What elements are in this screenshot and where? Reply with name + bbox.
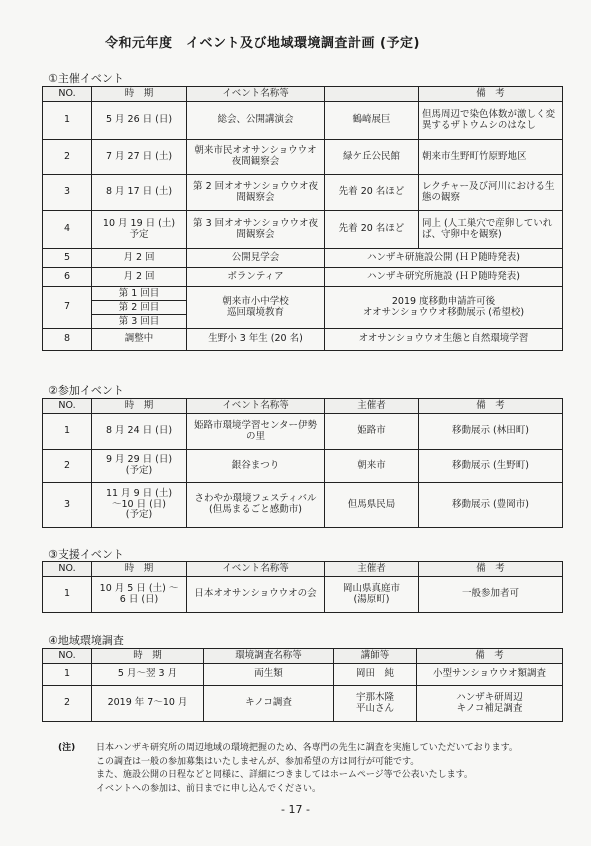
row-note-line: キノコ補足調査 — [456, 702, 523, 714]
row-note-line: 2019 度移動申請許可後 — [391, 295, 496, 307]
row-date: 月 2 回 — [92, 268, 187, 287]
row-place: 先着 20 名ほど — [325, 175, 419, 211]
row-no: 2 — [43, 140, 92, 175]
row-note: ハンザキ研施設公開 (ＨＰ随時発表) — [325, 249, 563, 268]
hosted-events-table — [42, 86, 563, 351]
row-date — [92, 287, 187, 329]
note-line: この調査は一般の参加募集はいたしませんが、参加希望の方は同行が可能です。 — [96, 756, 420, 767]
row-date: 8 月 24 日 (日) — [92, 414, 187, 450]
col-header-no: NO. — [43, 87, 92, 102]
col-header-date: 時 期 — [92, 399, 187, 414]
row-date: 調整中 — [92, 329, 187, 351]
row-note: 同上 (人工巣穴で産卵していれば、守卵中を観察) — [419, 211, 563, 249]
row-survey: キノコ調査 — [204, 686, 334, 722]
row-date-line: 第 3 回目 — [118, 316, 160, 327]
row-event: 銀谷まつり — [187, 450, 325, 483]
row-note — [417, 686, 563, 722]
row-note: 移動展示 (林田町) — [419, 414, 563, 450]
row-event: 第 2 回オオサンショウウオ夜間観察会 — [187, 175, 325, 211]
row-place: 先着 20 名ほど — [325, 211, 419, 249]
support-events-table — [42, 561, 563, 613]
row-date-line: 〜10 日 (日) — [111, 498, 167, 510]
row-no: 8 — [43, 329, 92, 351]
table-row — [43, 450, 563, 483]
col-header-note: 備 考 — [419, 562, 563, 577]
table-row — [43, 287, 563, 329]
row-date-line: (予定) — [125, 465, 153, 476]
row-date-line: 第 2 回目 — [92, 301, 186, 315]
table-header-row — [43, 649, 563, 664]
col-header-survey: 環境調査名称等 — [204, 649, 334, 664]
row-no: 4 — [43, 211, 92, 249]
col-header-host: 主催者 — [325, 399, 419, 414]
row-host-line: 岡山県真庭市 — [342, 582, 400, 594]
table-row — [43, 686, 563, 722]
row-note-line: ハンザキ研周辺 — [456, 691, 523, 703]
row-note-line: オオサンショウウオ移動展示 (希望校) — [362, 306, 525, 318]
row-date-line: 予定 — [129, 228, 149, 240]
table-row — [43, 329, 563, 351]
row-no: 1 — [43, 414, 92, 450]
row-host: 但馬県民局 — [325, 483, 419, 528]
row-date: 2019 年 7〜10 月 — [92, 686, 204, 722]
row-event: さわやか環境フェスティバル (但馬まるごと感動市) — [187, 483, 325, 528]
section-heading-participating: ②参加イベント — [48, 384, 124, 397]
col-header-event: イベント名称等 — [187, 562, 325, 577]
table-header-row — [43, 562, 563, 577]
row-lecturer — [334, 686, 417, 722]
col-header-lecturer: 講師等 — [334, 649, 417, 664]
row-host-line: (湯原町) — [353, 593, 390, 605]
row-event: ボランティア — [187, 268, 325, 287]
row-note: 朝来市生野町竹原野地区 — [419, 140, 563, 175]
row-date-line: 11 月 9 日 (土) — [105, 487, 173, 499]
row-event: 総会、公開講演会 — [187, 102, 325, 140]
row-lecturer: 岡田 純 — [334, 664, 417, 686]
col-header-note: 備 考 — [417, 649, 563, 664]
row-no: 7 — [43, 287, 92, 329]
notes-label: (注) — [58, 743, 76, 753]
table-row — [43, 175, 563, 211]
row-place: 緑ケ丘公民館 — [325, 140, 419, 175]
row-no: 1 — [43, 664, 92, 686]
row-place: 鶴崎展巨 — [325, 102, 419, 140]
row-date: 5 月〜翌 3 月 — [92, 664, 204, 686]
note-line: イベントへの参加は、前日までに申し込んでください。 — [96, 783, 322, 794]
row-date-line: 9 月 29 日 (日) — [105, 454, 173, 466]
table-row — [43, 577, 563, 613]
col-header-note: 備 考 — [419, 399, 563, 414]
col-header-event: イベント名称等 — [187, 87, 325, 102]
row-no: 2 — [43, 686, 92, 722]
col-header-note: 備 考 — [419, 87, 563, 102]
row-no: 2 — [43, 450, 92, 483]
notes-lines — [96, 742, 591, 796]
table-row — [43, 102, 563, 140]
row-date — [92, 483, 187, 528]
row-note: 但馬周辺で染色体数が激しく変異するザトウムシのはなし — [419, 102, 563, 140]
table-row — [43, 211, 563, 249]
col-header-no: NO. — [43, 562, 92, 577]
col-header-event: イベント名称等 — [187, 399, 325, 414]
section-heading-hosted: ①主催イベント — [48, 72, 124, 85]
table-row — [43, 664, 563, 686]
note-line: 日本ハンザキ研究所の周辺地域の環境把握のため、各専門の先生に調査を実施していただいております。 — [96, 743, 518, 753]
table-row — [43, 249, 563, 268]
col-header-no: NO. — [43, 399, 92, 414]
row-date — [92, 577, 187, 613]
row-date-line: 6 日 (日) — [119, 593, 159, 605]
row-date: 7 月 27 日 (土) — [92, 140, 187, 175]
table-row — [43, 414, 563, 450]
row-date: 5 月 26 日 (日) — [92, 102, 187, 140]
row-note: 移動展示 (豊岡市) — [419, 483, 563, 528]
row-note: 移動展示 (生野町) — [419, 450, 563, 483]
table-row — [43, 483, 563, 528]
survey-table — [42, 648, 563, 722]
row-note: 一般参加者可 — [419, 577, 563, 613]
row-event: 日本オオサンショウウオの会 — [187, 577, 325, 613]
row-no: 1 — [43, 577, 92, 613]
row-note: 小型サンショウウオ類調査 — [417, 664, 563, 686]
row-event — [187, 287, 325, 329]
row-no: 6 — [43, 268, 92, 287]
row-host: 朝来市 — [325, 450, 419, 483]
row-date: 8 月 17 日 (土) — [92, 175, 187, 211]
row-date-line: 第 1 回目 — [92, 287, 186, 301]
section-heading-survey: ④地域環境調査 — [48, 634, 124, 647]
row-lecturer-line: 宇那木隆 — [355, 691, 394, 703]
row-event: 姫路市環境学習センター伊勢の里 — [187, 414, 325, 450]
table-row — [43, 140, 563, 175]
col-header-date: 時 期 — [92, 562, 187, 577]
row-no: 3 — [43, 483, 92, 528]
row-note: オオサンショウウオ生態と自然環境学習 — [325, 329, 563, 351]
col-header-date: 時 期 — [92, 649, 204, 664]
row-no: 3 — [43, 175, 92, 211]
row-event-line: 朝来市小中学校 — [222, 295, 289, 307]
row-date-line: 10 月 19 日 (土) — [102, 217, 176, 229]
participating-events-table — [42, 398, 563, 528]
section-heading-support: ③支援イベント — [48, 548, 124, 561]
row-host — [325, 577, 419, 613]
row-event-line: 巡回環境教育 — [226, 306, 284, 318]
row-date — [92, 450, 187, 483]
table-header-row — [43, 87, 563, 102]
row-survey: 両生類 — [204, 664, 334, 686]
row-host: 姫路市 — [325, 414, 419, 450]
col-header-host: 主催者 — [325, 562, 419, 577]
col-header-date: 時 期 — [92, 87, 187, 102]
row-event: 朝来市民オオサンショウウオ夜間観察会 — [187, 140, 325, 175]
row-date-line: (予定) — [125, 509, 153, 521]
page-number: - 17 - — [281, 803, 310, 816]
row-date — [92, 211, 187, 249]
row-event: 公開見学会 — [187, 249, 325, 268]
row-no: 1 — [43, 102, 92, 140]
row-lecturer-line: 平山さん — [355, 702, 394, 714]
col-header-no: NO. — [43, 649, 92, 664]
row-note: レクチャー及び河川における生態の観察 — [419, 175, 563, 211]
page-title: 令和元年度 イベント及び地域環境調査計画 (予定) — [105, 36, 420, 51]
row-no: 5 — [43, 249, 92, 268]
row-note: ハンザキ研究所施設 (ＨＰ随時発表) — [325, 268, 563, 287]
note-line: また、施設公開の日程などと同様に、詳細につきましてはホームページ等で公表いたします。 — [96, 770, 473, 780]
row-date-line: 10 月 5 日 (土) 〜 — [99, 582, 179, 594]
table-header-row — [43, 399, 563, 414]
row-event: 第 3 回オオサンショウウオ夜間観察会 — [187, 211, 325, 249]
col-header-blank — [325, 87, 419, 102]
table-row — [43, 268, 563, 287]
row-event: 生野小 3 年生 (20 名) — [187, 329, 325, 351]
row-date: 月 2 回 — [92, 249, 187, 268]
row-note — [325, 287, 563, 329]
